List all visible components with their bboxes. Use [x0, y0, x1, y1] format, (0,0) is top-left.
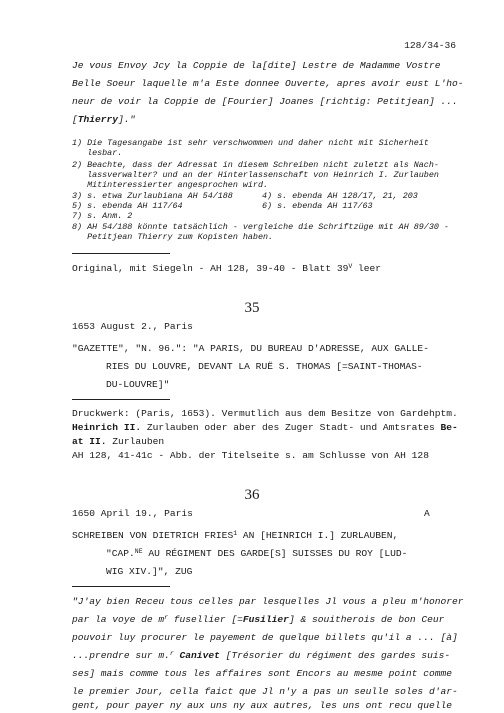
- footnote: 4) s. ebenda AH 128/17, 21, 203: [262, 191, 418, 201]
- entry-title: DU-LOUVRE]": [106, 379, 170, 390]
- quote-line: [Thierry].": [72, 114, 136, 125]
- entry-title: "CAP.$^{NE}$ AU RÉGIMENT DES GARDE[S] SUISSES DU ROY [LUD-: [106, 548, 408, 559]
- entry-title: SCHREIBEN VON DIETRICH FRIES$^1$ AN [HEINRICH I.] ZURLAUBEN,: [72, 530, 399, 541]
- page-reference: 128/34-36: [404, 40, 456, 51]
- quote-line: "J'ay bien Receu tous celles par lesquelles Jl vous a pleu m'honorer: [72, 596, 464, 607]
- quote-line: Je vous Envoy Jcy la Coppie de la[dite] Lestre de Madamme Vostre: [72, 60, 441, 71]
- original-note: Original, mit Siegeln - AH 128, 39-40 - Blatt $39^V$ leer: [72, 263, 382, 274]
- quote-line: Belle Soeur laquelle m'a Este donnee Ouverte, apres avoir eust L'ho-: [72, 78, 464, 89]
- footnote: 7) s. Anm. 2: [72, 211, 133, 221]
- footnote: lassverwalter? und an der Hinterlassenschaft von Heinrich I. Zurlauben: [72, 170, 439, 180]
- entry-date: 1653 August 2., Paris: [72, 321, 193, 332]
- entry-number: 35: [244, 300, 260, 316]
- entry-date: 1650 April 19., Paris: [72, 508, 193, 519]
- quote-line: le premier Jour, cella faict que Jl n'y a pas un seulle soles d'ar-: [72, 686, 458, 697]
- footnote: 5) s. ebenda AH 117/64: [72, 201, 183, 211]
- divider: [72, 253, 170, 254]
- entry-title: WIG XIV.]", ZUG: [106, 566, 193, 577]
- quote-line: neur de voir la Coppie de [Fourier] Joanes [richtig: Petitjean] ...: [72, 96, 458, 107]
- divider: [72, 586, 170, 587]
- quote-line: par la voye de $m^r$ fusellier [=Fusilier] & souitherois de bon Ceur: [72, 614, 445, 625]
- quote-line: pouvoir luy procurer le payement de quelque billets qu'il a ... [à]: [72, 632, 458, 643]
- entry-number: 36: [244, 487, 260, 503]
- quote-line: gent, pour payer ny aux uns ny aux autres, les uns ont recu quelle: [72, 700, 452, 711]
- divider: [72, 399, 170, 400]
- footnote: 6) s. ebenda AH 117/63: [262, 201, 373, 211]
- entry-description: Druckwerk: (Paris, 1653). Vermutlich aus dem Besitze von Gardehptm.: [72, 408, 458, 419]
- footnote: lesbar.: [72, 148, 123, 158]
- quote-line: ses] mais comme tous les affaires sont Encors au mesme point comme: [72, 668, 452, 679]
- entry-marker: A: [424, 508, 430, 519]
- entry-description: at II. Zurlauben: [72, 436, 165, 447]
- footnote: Mitinteressierter angesprochen wird.: [72, 180, 269, 190]
- footnote: 2) Beachte, dass der Adressat in diesem Schreiben nicht zuletzt als Nach-: [72, 160, 439, 170]
- footnote: 8) AH 54/188 könnte tatsächlich - vergleiche die Schriftzüge mit AH 89/30 -: [72, 222, 449, 232]
- entry-title: RIES DU LOUVRE, DEVANT LA RUË S. THOMAS [=SAINT-THOMAS-: [106, 361, 423, 372]
- entry-description: Heinrich II. Zurlauben oder aber des Zuger Stadt- und Amtsrates Be-: [72, 422, 458, 433]
- footnote: 3) s. etwa Zurlaubiana AH 54/188: [72, 191, 233, 201]
- quote-line: ...prendre sur m.$^r$ Canivet [Trésorier du régiment des gardes suis-: [72, 650, 451, 661]
- footnote: Petitjean Thierry zum Kopisten haben.: [72, 232, 274, 242]
- entry-title: "GAZETTE", "N. 96.": "A PARIS, DU BUREAU D'ADRESSE, AUX GALLE-: [72, 343, 429, 354]
- entry-description: AH 128, 41-41c - Abb. der Titelseite s. am Schlusse von AH 128: [72, 450, 429, 461]
- footnote: 1) Die Tagesangabe ist sehr verschwommen und daher nicht mit Sicherheit: [72, 138, 429, 148]
